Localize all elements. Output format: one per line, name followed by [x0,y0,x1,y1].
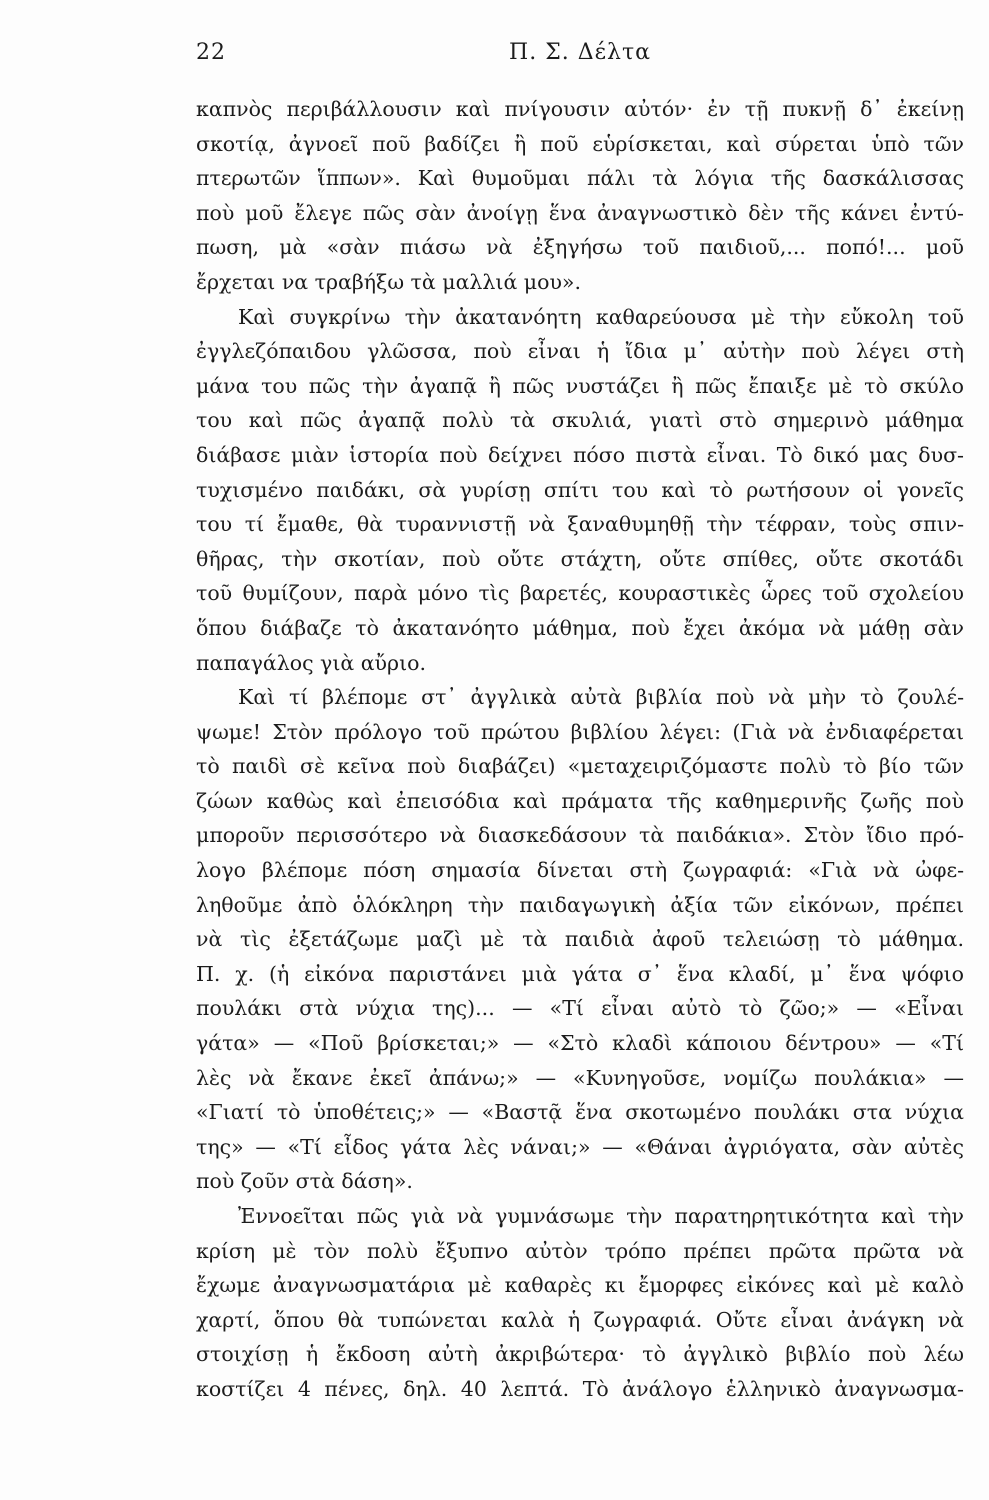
text-line: κρίση μὲ τὸν πολὺ ἔξυπνο αὐτὸν τρόπο πρέπει πρῶτα πρῶτα νὰ [196,1238,964,1263]
text-line: ἔχωμε ἀναγνωσματάρια μὲ καθαρὲς κι ἔμορφες εἰκόνες καὶ μὲ καλὸ [196,1273,964,1298]
running-head: Π. Σ. Δέλτα [509,40,651,65]
text-line: Καὶ συγκρίνω τὴν ἀκατανόητη καθαρεύουσα μὲ τὴν εὔκολη τοῦ [238,304,964,329]
text-line: ὅπου διάβαζε τὸ ἀκατανόητο μάθημα, ποὺ ἔχει ἀκόμα νὰ μάθῃ σὰν [196,615,964,640]
text-line: ἔρχεται να τραβήξω τὰ μαλλιά μου». [196,269,581,294]
text-line: Ἐννοεῖται πῶς γιὰ νὰ γυμνάσωμε τὴν παρατηρητικότητα καὶ τὴν [238,1204,964,1228]
page-number: 22 [196,40,226,65]
text-line: γάτα» — «Ποῦ βρίσκεται;» — «Στὸ κλαδὶ κάποιου δέντρου» — «Τί [196,1031,964,1056]
text-line: ποὺ μοῦ ἔλεγε πῶς σὰν ἀνοίγῃ ἕνα ἀναγνωστικὸ δὲν τῆς κάνει ἐντύ- [196,200,964,225]
text-line: πτερωτῶν ἵππων». Καὶ θυμοῦμαι πάλι τὰ λόγια τῆς δασκάλισσας [196,166,964,191]
text-line: Καὶ τί βλέπομε στ᾽ ἀγγλικὰ αὐτὰ βιβλία ποὺ νὰ μὴν τὸ ζουλέ- [238,685,964,710]
text-line: ψωμε! Στὸν πρόλογο τοῦ πρώτου βιβλίου λέγει: (Γιὰ νὰ ἐνδιαφέρεται [196,719,964,744]
text-line: χαρτί, ὅπου θὰ τυπώνεται καλὰ ἡ ζωγραφιά. Οὔτε εἶναι ἀνάγκη νὰ [196,1307,964,1332]
text-line: Π. χ. (ἡ εἰκόνα παριστάνει μιὰ γάτα σ᾽ ἕνα κλαδί, μ᾽ ἕνα ψόφιο [196,961,964,986]
text-line: σκοτίᾳ, ἀγνοεῖ ποῦ βαδίζει ἢ ποῦ εὑρίσκεται, καὶ σύρεται ὑπὸ τῶν [196,131,964,156]
text-line: ληθοῦμε ἀπὸ ὁλόκληρη τὴν παιδαγωγικὴ ἀξία τῶν εἰκόνων, πρέπει [196,892,964,917]
text-line: του καὶ πῶς ἀγαπᾷ πολὺ τὰ σκυλιά, γιατὶ στὸ σημερινὸ μάθημα [196,408,964,433]
text-line: θῆρας, τὴν σκοτίαν, ποὺ οὔτε στάχτη, οὔτε σπίθες, οὔτε σκοτάδι [196,546,964,571]
body-text [196,92,964,1407]
text-line: «Γιατί τὸ ὑποθέτεις;» — «Βαστᾷ ἕνα σκοτωμένο πουλάκι στα νύχια [196,1100,964,1125]
text-line: ζώων καθὼς καὶ ἐπεισόδια καὶ πράματα τῆς καθημερινῆς ζωῆς ποὺ [196,788,964,813]
text-line: τὸ παιδὶ σὲ κεῖνα ποὺ διαβάζει) «μεταχειριζόμαστε πολὺ τὸ βίο τῶν [196,754,964,779]
text-line: της» — «Τί εἶδος γάτα λὲς νάναι;» — «Θάναι ἀγριόγατα, σὰν αὐτὲς [196,1134,964,1159]
text-line: μάνα του πῶς τὴν ἀγαπᾷ ἢ πῶς νυστάζει ἢ πῶς ἔπαιξε μὲ τὸ σκύλο [196,373,964,398]
text-line: στοιχίσῃ ἡ ἔκδοση αὐτὴ ἀκριβώτερα· τὸ ἀγγλικὸ βιβλίο ποὺ λέω [196,1342,964,1367]
text-line: παπαγάλος γιὰ αὔριο. [196,650,426,675]
text-line: κοστίζει 4 πένες, δηλ. 40 λεπτά. Τὸ ἀνάλογο ἑλληνικὸ ἀναγνωσμα- [196,1376,964,1401]
text-line: ἐγγλεζόπαιδου γλῶσσα, ποὺ εἶναι ἡ ἴδια μ᾽ αὐτὴν ποὺ λέγει στὴ [196,339,964,364]
text-line: μποροῦν περισσότερο νὰ διασκεδάσουν τὰ παιδάκια». Στὸν ἴδιο πρό- [196,823,964,848]
text-line: ποὺ ζοῦν στὰ δάση». [196,1169,413,1194]
text-line: νὰ τὶς ἐξετάζωμε μαζὶ μὲ τὰ παιδιὰ ἀφοῦ τελειώσῃ τὸ μάθημα. [196,927,964,952]
text-line: διάβασε μιὰν ἱστορία ποὺ δείχνει πόσο πιστὰ εἶναι. Τὸ δικό μας δυσ- [196,442,964,467]
text-line: πουλάκι στὰ νύχια της)... — «Τί εἶναι αὐτὸ τὸ ζῶο;» — «Εἶναι [196,996,964,1021]
text-line: καπνὸς περιβάλλουσιν καὶ πνίγουσιν αὐτόν· ἐν τῇ πυκνῇ δ᾽ ἐκείνῃ [196,97,964,121]
page-header [196,40,964,80]
text-line: του τί ἔμαθε, θὰ τυραννιστῇ νὰ ξαναθυμηθῇ τὴν τέφραν, τοὺς σπιν- [196,512,964,537]
text-line: λὲς νὰ ἔκανε ἐκεῖ ἀπάνω;» — «Κυνηγοῦσε, νομίζω πουλάκια» — [196,1065,964,1090]
text-line: λογο βλέπομε πόση σημασία δίνεται στὴ ζωγραφιά: «Γιὰ νὰ ὠφε- [196,858,964,883]
text-line: τυχισμένο παιδάκι, σὰ γυρίσῃ σπίτι του καὶ τὸ ρωτήσουν οἱ γονεῖς [196,477,964,502]
text-line: πωση, μὰ «σὰν πιάσω νὰ ἐξηγήσω τοῦ παιδιοῦ,... ποπό!... μοῦ [196,235,964,260]
text-line: τοῦ θυμίζουν, παρὰ μόνο τὶς βαρετές, κουραστικὲς ὧρες τοῦ σχολείου [196,581,964,606]
